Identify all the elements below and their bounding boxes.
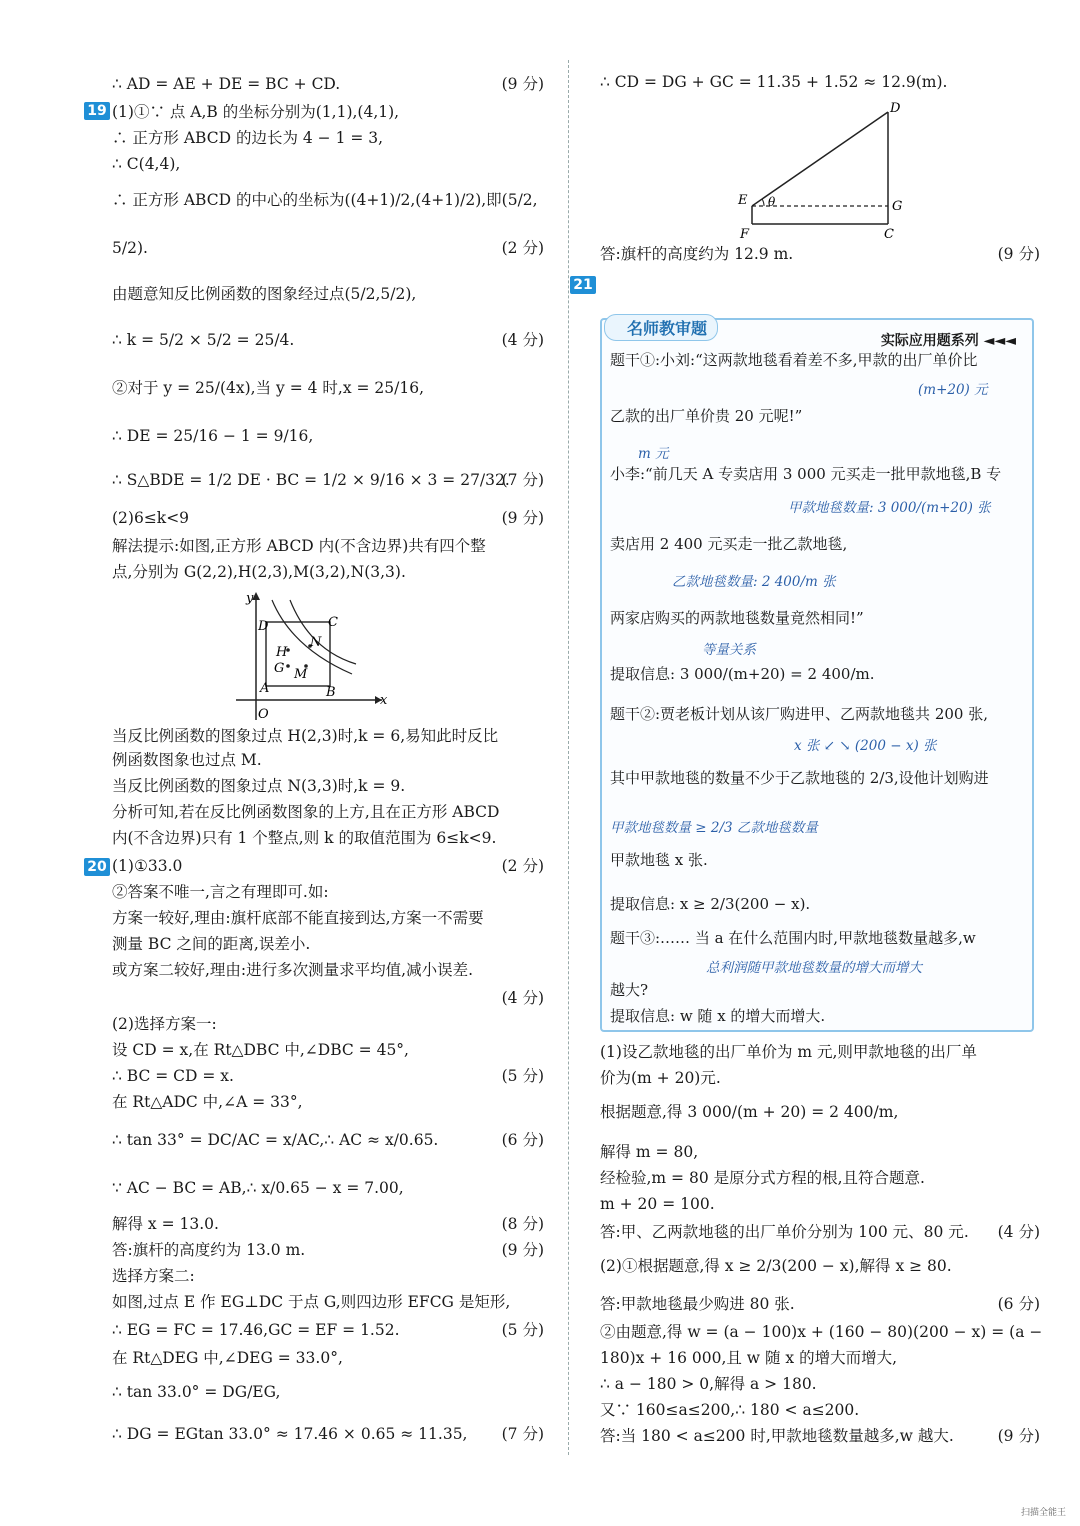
line-text: 例函数图象也过点 M. <box>112 751 262 769</box>
line-text: (1)设乙款地毯的出厂单价为 m 元,则甲款地毯的出厂单 <box>600 1043 977 1061</box>
line-text: 解得 m = 80, <box>600 1143 699 1161</box>
review-line: 其中甲款地毯的数量不少于乙款地毯的 2/3,设他计划购进 <box>610 769 989 787</box>
label-b: B <box>326 685 336 700</box>
line-text: ∴ DE = 25/16 − 1 = 9/16, <box>112 427 314 445</box>
point-g <box>286 664 290 668</box>
question-badge-21: 21 <box>570 276 596 294</box>
line-text: ∴ 正方形 ABCD 的边长为 4 − 1 = 3, <box>112 129 384 147</box>
score-label: (4 分) <box>501 331 544 349</box>
line-text: ∴ CD = DG + GC = 11.35 + 1.52 ≈ 12.9(m). <box>600 73 948 91</box>
line-text: 方案一较好,理由:旗杆底部不能直接到达,方案一不需要 <box>112 909 484 927</box>
label-n: N <box>310 635 322 650</box>
score-label: (9 分) <box>501 1241 544 1259</box>
scanner-logo: 扫描全能王 <box>1020 1508 1066 1518</box>
line-text: 答:甲款地毯最少购进 80 张. <box>600 1295 795 1313</box>
line-text: 解法提示:如图,正方形 ABCD 内(不含边界)共有四个整 <box>112 537 486 555</box>
label-a: A <box>260 681 270 696</box>
line-text: 内(不含边界)只有 1 个整点,则 k 的取值范围为 6≤k<9. <box>112 829 497 847</box>
label-g: G <box>274 661 285 676</box>
line-text: 由题意知反比例函数的图象经过点(5/2,5/2), <box>112 285 417 303</box>
line-text: (2)选择方案一: <box>112 1015 217 1033</box>
line-text: ∴ EG = FC = 17.46,GC = EF = 1.52. <box>112 1321 400 1339</box>
line-text: 在 Rt△ADC 中,∠A = 33°, <box>112 1093 303 1111</box>
column-divider <box>568 60 569 1455</box>
line-text: 测量 BC 之间的距离,误差小. <box>112 935 311 953</box>
line-text: ∵ AC − BC = AB,∴ x/0.65 − x = 7.00, <box>112 1179 404 1197</box>
review-line: 提取信息: 3 000/(m+20) = 2 400/m. <box>610 665 875 683</box>
line-text: ②由题意,得 w = (a − 100)x + (160 − 80)(200 − x) = (a − <box>600 1323 1043 1341</box>
review-line: 越大? <box>610 981 649 999</box>
line-text: ∴ 正方形 ABCD 的中心的坐标为((4+1)/2,(4+1)/2),即(5/2, <box>112 191 538 209</box>
label-d: D <box>890 101 901 116</box>
score-label: (9 分) <box>997 245 1040 263</box>
sight-line-ed <box>752 112 888 206</box>
line-text: ∴ k = 5/2 × 5/2 = 25/4. <box>112 331 295 349</box>
coordinate-graph <box>232 588 392 724</box>
curve-k9 <box>290 600 356 664</box>
review-line: 甲款地毯 x 张. <box>610 851 708 869</box>
annotation-note: m 元 <box>638 446 669 462</box>
line-text: 如图,过点 E 作 EG⊥DC 于点 G,则四边形 EFCG 是矩形, <box>112 1293 511 1311</box>
annotation-note: 等量关系 <box>702 642 756 658</box>
score-label: (9 分) <box>501 509 544 527</box>
score-label: (5 分) <box>501 1321 544 1339</box>
flagpole-figure <box>730 96 910 242</box>
line-text: 选择方案二: <box>112 1267 195 1285</box>
score-label: (7 分) <box>501 471 544 489</box>
line-text: 答:当 180 < a≤200 时,甲款地毯数量越多,w 越大. <box>600 1427 954 1445</box>
annotation-note: x 张 ↙ ↘ (200 − x) 张 <box>794 738 937 754</box>
label-c: C <box>884 227 894 242</box>
line-text: 价为(m + 20)元. <box>600 1069 721 1087</box>
line-text: 答:甲、乙两款地毯的出厂单价分别为 100 元、80 元. <box>600 1223 969 1241</box>
score-label: (2 分) <box>501 239 544 257</box>
line-text: ∴ BC = CD = x. <box>112 1067 234 1085</box>
line-text: ∴ tan 33° = DC/AC = x/AC,∴ AC ≈ x/0.65. <box>112 1131 439 1149</box>
line-text: 或方案二较好,理由:进行多次测量求平均值,减小误差. <box>112 961 474 979</box>
score-label: (8 分) <box>501 1215 544 1233</box>
label-m: M <box>294 667 308 682</box>
score-label: (7 分) <box>501 1425 544 1443</box>
review-line: 提取信息: x ≥ 2/3(200 − x). <box>610 895 811 913</box>
label-h: H <box>276 645 288 660</box>
line-text: 点,分别为 G(2,2),H(2,3),M(3,2),N(3,3). <box>112 563 406 581</box>
score-label: (9 分) <box>997 1427 1040 1445</box>
line-text: ∴ tan 33.0° = DG/EG, <box>112 1383 281 1401</box>
line-text: ∴ C(4,4), <box>112 155 181 173</box>
question-badge-20: 20 <box>84 858 110 876</box>
line-text: 答:旗杆的高度约为 13.0 m. <box>112 1241 306 1259</box>
series-label: 实际应用题系列 ◄◄◄ <box>880 333 1016 349</box>
annotation-note: 总利润随甲款地毯数量的增大而增大 <box>706 960 922 976</box>
label-c: C <box>328 615 338 630</box>
teacher-review-box <box>600 318 1034 1032</box>
line-text: m + 20 = 100. <box>600 1195 715 1213</box>
line-text: ②对于 y = 25/(4x),当 y = 4 时,x = 25/16, <box>112 379 425 397</box>
line-text: 经检验,m = 80 是原分式方程的根,且符合题意. <box>600 1169 925 1187</box>
line-text: 5/2). <box>112 239 148 257</box>
label-x: x <box>380 693 388 708</box>
line-text: (1)①33.0 <box>112 857 183 875</box>
label-y: y <box>246 591 254 606</box>
review-line: 两家店购买的两款地毯数量竟然相同!” <box>610 609 864 627</box>
review-line: 题干②:贾老板计划从该厂购进甲、乙两款地毯共 200 张, <box>610 705 988 723</box>
label-g: G <box>892 199 903 214</box>
line-text: ∴ AD = AE + DE = BC + CD. <box>112 75 341 93</box>
annotation-note: 甲款地毯数量: 3 000/(m+20) 张 <box>788 500 991 516</box>
line-text: 当反比例函数的图象过点 H(2,3)时,k = 6,易知此时反比 <box>112 727 499 745</box>
review-line: 题干①:小刘:“这两款地毯看着差不多,甲款的出厂单价比 <box>610 351 978 369</box>
score-label: (2 分) <box>501 857 544 875</box>
annotation-note: 甲款地毯数量 ≥ 2/3 乙款地毯数量 <box>610 820 818 836</box>
annotation-note: (m+20) 元 <box>918 382 988 398</box>
line-text: 答:旗杆的高度约为 12.9 m. <box>600 245 794 263</box>
line-text: (1)①∵ 点 A,B 的坐标分别为(1,1),(4,1), <box>112 103 400 121</box>
review-line: 小李:“前几天 A 专卖店用 3 000 元买走一批甲款地毯,B 专 <box>610 465 1002 483</box>
score-label: (6 分) <box>501 1131 544 1149</box>
annotation-note: 乙款地毯数量: 2 400/m 张 <box>672 574 836 590</box>
line-text: 180)x + 16 000,且 w 随 x 的增大而增大, <box>600 1349 898 1367</box>
line-text: 解得 x = 13.0. <box>112 1215 219 1233</box>
question-badge-19: 19 <box>84 102 110 120</box>
line-text: 设 CD = x,在 Rt△DBC 中,∠DBC = 45°, <box>112 1041 409 1059</box>
score-label: (5 分) <box>501 1067 544 1085</box>
label-f: F <box>740 227 750 242</box>
review-line: 卖店用 2 400 元买走一批乙款地毯, <box>610 535 848 553</box>
line-text: (2)6≤k<9 <box>112 509 190 527</box>
line-text: 在 Rt△DEG 中,∠DEG = 33.0°, <box>112 1349 343 1367</box>
review-line: 题干③:…… 当 a 在什么范围内时,甲款地毯数量越多,w <box>610 929 976 947</box>
line-text: 分析可知,若在反比例函数图象的上方,且在正方形 ABCD <box>112 803 500 821</box>
score-label: (6 分) <box>997 1295 1040 1313</box>
line-text: ∴ a − 180 > 0,解得 a > 180. <box>600 1375 817 1393</box>
score-label: (4 分) <box>997 1223 1040 1241</box>
label-theta: θ <box>768 195 776 209</box>
review-box-title: 名师教审题 <box>604 314 718 341</box>
label-d: D <box>258 619 269 634</box>
label-o: O <box>258 707 269 722</box>
line-text: (2)①根据题意,得 x ≥ 2/3(200 − x),解得 x ≥ 80. <box>600 1257 952 1275</box>
line-text: ∴ S△BDE = 1/2 DE · BC = 1/2 × 9/16 × 3 = 27/32. <box>112 471 510 489</box>
score-label: (4 分) <box>501 989 544 1007</box>
review-line: 乙款的出厂单价贵 20 元呢!” <box>610 407 803 425</box>
line-text: ②答案不唯一,言之有理即可.如: <box>112 883 329 901</box>
review-line: 提取信息: w 随 x 的增大而增大. <box>610 1007 826 1025</box>
line-text: 又∵ 160≤a≤200,∴ 180 < a≤200. <box>600 1401 860 1419</box>
line-text: 当反比例函数的图象过点 N(3,3)时,k = 9. <box>112 777 406 795</box>
label-e: E <box>738 193 748 208</box>
line-text: 根据题意,得 3 000/(m + 20) = 2 400/m, <box>600 1103 899 1121</box>
angle-arc <box>762 199 764 206</box>
line-text: ∴ DG = EGtan 33.0° ≈ 17.46 × 0.65 ≈ 11.35, <box>112 1425 468 1443</box>
score-label: (9 分) <box>501 75 544 93</box>
